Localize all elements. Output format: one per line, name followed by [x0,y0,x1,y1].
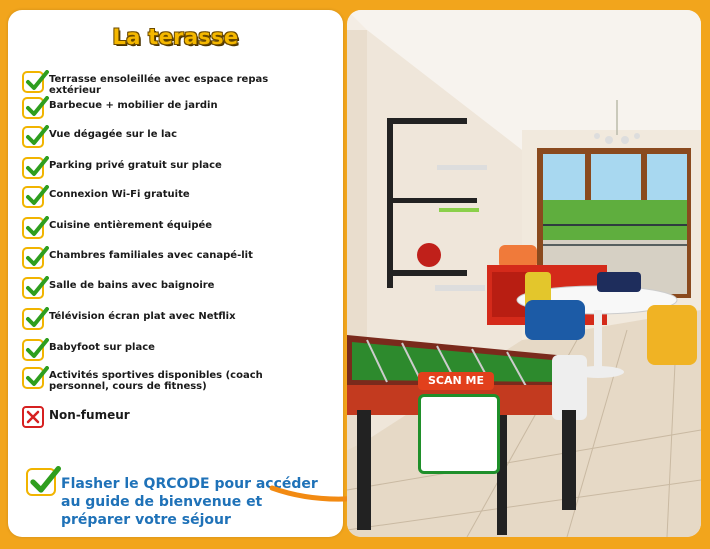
amenity-label: Salle de bains avec baignoire [49,280,215,291]
amenity-label: Chambres familiales avec canapé-lit [49,250,253,261]
amenity-label: Barbecue + mobilier de jardin [49,100,218,111]
scan-me-label: SCAN ME [418,372,494,390]
amenity-label: Cuisine entièrement équipée [49,220,213,231]
amenities-card [8,10,343,537]
cross-icon [22,406,44,428]
checkmark-icon [22,157,44,179]
amenity-label: Non-fumeur [49,408,130,422]
checkmark-icon [22,367,44,389]
checkmark-icon [22,126,44,148]
amenity-label: Connexion Wi-Fi gratuite [49,189,190,200]
checkmark-icon [22,247,44,269]
amenity-label: Parking privé gratuit sur place [49,160,222,171]
card-title: La terasse [112,25,239,49]
checkmark-icon [22,71,44,93]
qr-code[interactable] [418,394,500,474]
apartment-photo [347,10,701,537]
checkmark-icon [22,217,44,239]
amenity-label: Activités sportives disponibles (coach personnel, cours de fitness) [49,370,263,392]
amenity-label: Terrasse ensoleillée avec espace repas extérieur [49,74,269,96]
checkmark-icon [26,468,56,496]
checkmark-icon [22,97,44,119]
amenity-label: Babyfoot sur place [49,342,155,353]
amenity-label: Vue dégagée sur le lac [49,129,178,140]
checkmark-icon [22,277,44,299]
checkmark-icon [22,308,44,330]
qr-instructions: Flasher le QRCODE pour accéder au guide de bienvenue et préparer votre séjour [61,476,318,528]
amenity-label: Télévision écran plat avec Netflix [49,311,236,322]
checkmark-icon [22,186,44,208]
apartment-illustration [347,10,701,537]
checkmark-icon [22,339,44,361]
